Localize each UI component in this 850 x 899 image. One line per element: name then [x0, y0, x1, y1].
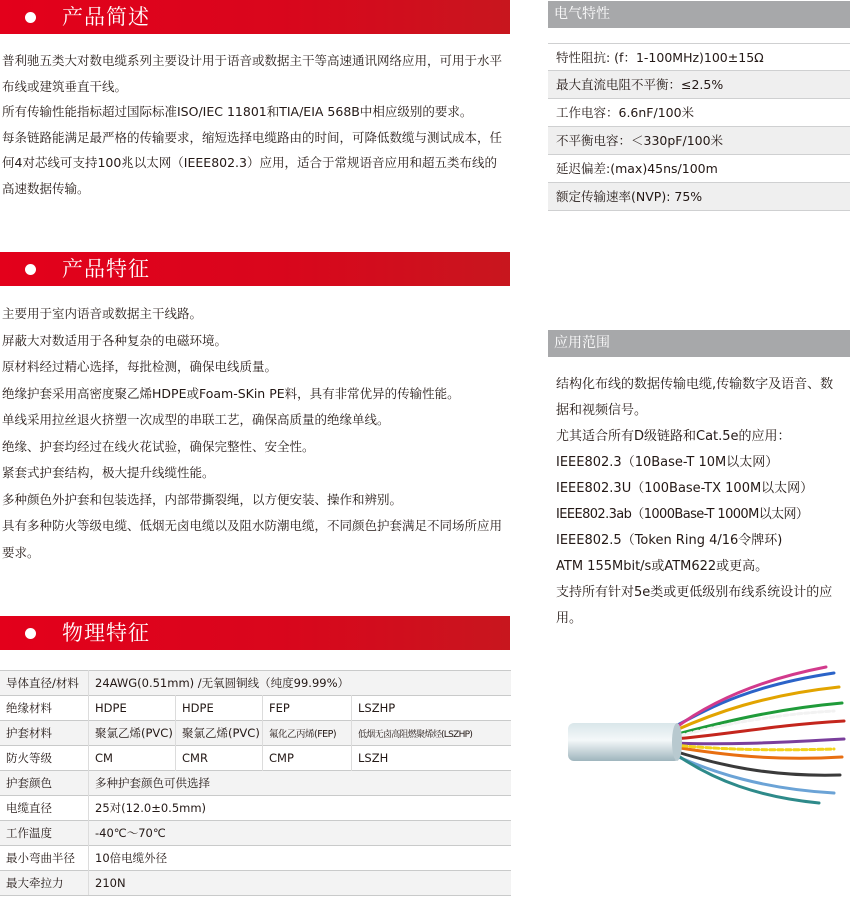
feature-item: 主要用于室内语音或数据主干线路。	[2, 306, 203, 321]
table-row	[0, 796, 511, 821]
row-label: 最大牵拉力	[0, 871, 89, 896]
application-line: IEEE802.3U（100Base-TX 100M以太网）	[556, 481, 814, 496]
feature-item: 具有多种防火等级电缆、低烟无卤电缆以及阻水防潮电缆，不同颜色护套满足不同场所应用要求。	[2, 518, 503, 560]
table-cell: LSZH	[352, 746, 512, 771]
feature-item: 屏蔽大对数适用于各种复杂的电磁环境。	[2, 332, 228, 348]
table-cell: 25对(12.0±0.5mm)	[89, 796, 512, 821]
row-label: 最小弯曲半径	[0, 846, 89, 871]
application-header: 应用范围	[548, 330, 850, 357]
table-cell: CM	[89, 746, 176, 771]
table-row	[0, 696, 511, 721]
row-label: 电缆直径	[0, 796, 89, 821]
physical-table	[0, 670, 511, 896]
table-cell: 聚氯乙烯(PVC)	[176, 721, 263, 746]
overview-title: 产品简述	[62, 5, 150, 29]
table-cell: 多种护套颜色可供选择	[89, 771, 512, 796]
table-cell: 氟化乙丙烯(FEP)	[263, 721, 352, 746]
row-label: 防火等级	[0, 746, 89, 771]
table-cell: 聚氯乙烯(PVC)	[89, 721, 176, 746]
features-header	[0, 252, 510, 286]
bullet-dot-icon	[25, 264, 36, 275]
electrical-item: 最大直流电阻不平衡：≤2.5%	[548, 71, 850, 99]
electrical-item: 额定传输速率(NVP): 75%	[548, 183, 850, 211]
application-line: IEEE802.3（10Base-T 10M以太网）	[556, 455, 779, 470]
feature-item: 绝缘、护套均经过在线火花试验，确保完整性、安全性。	[2, 438, 315, 454]
table-cell: -40℃～70℃	[89, 821, 512, 846]
electrical-item: 工作电容：6.6nF/100米	[548, 99, 850, 127]
cable-jacket	[568, 723, 680, 761]
table-row	[0, 746, 511, 771]
feature-item: 多种颜色外护套和包装选择，内部带撕裂绳，以方便安装、操作和辨别。	[2, 491, 403, 507]
overview-paragraph: 所有传输性能指标超过国际标准ISO/IEC 11801和TIA/EIA 568B中相应级别的要求。	[2, 104, 473, 119]
row-label: 工作温度	[0, 821, 89, 846]
electrical-item: 不平衡电容：＜330pF/100米	[548, 127, 850, 155]
feature-item: 绝缘护套采用高密度聚乙烯HDPE或Foam-SKin PE料，具有非常优异的传输性能。	[2, 385, 460, 401]
table-row	[0, 821, 511, 846]
application-line: IEEE802.3ab（1000Base-T 1000M以太网）	[556, 507, 809, 522]
physical-header	[0, 616, 510, 650]
application-line: IEEE802.5（Token Ring 4/16令牌环)	[556, 533, 783, 548]
table-cell: CMP	[263, 746, 352, 771]
application-line: ATM 155Mbit/s或ATM622或更高。	[556, 559, 769, 574]
table-cell: 10倍电缆外径	[89, 846, 512, 871]
overview-header	[0, 0, 510, 34]
overview-paragraph: 每条链路能满足最严格的传输要求，缩短选择电缆路由的时间，可降低数缆与测试成本，任何4对芯线可支持100兆以太网（IEEE802.3）应用，适合于常规语音应用和超五类布线的高速数据传输。	[2, 129, 503, 196]
application-line: 尤其适合所有D级链路和Cat.5e的应用：	[556, 429, 791, 444]
bullet-dot-icon	[25, 628, 36, 639]
table-row	[0, 671, 511, 696]
overview-paragraph: 普利驰五类大对数电缆系列主要设计用于语音或数据主干等高速通讯网络应用，可用于水平布线或建筑垂直干线。	[2, 53, 503, 94]
application-line: 结构化布线的数据传输电缆,传输数字及语音、数据和视频信号。	[556, 377, 834, 418]
table-row	[0, 871, 511, 896]
features-title: 产品特征	[62, 257, 150, 281]
table-cell: HDPE	[89, 696, 176, 721]
electrical-header: 电气特性	[548, 1, 850, 28]
feature-item: 单线采用拉丝退火挤塑一次成型的串联工艺，确保高质量的绝缘单线。	[2, 412, 390, 427]
electrical-item: 特性阻抗: (f：1-100MHz)100±15Ω	[548, 43, 850, 71]
overview-text	[2, 48, 504, 201]
table-cell: HDPE	[176, 696, 263, 721]
feature-item: 原材料经过精心选择，每批检测，确保电线质量。	[2, 359, 278, 374]
electrical-item: 延迟偏差:(max)45ns/100m	[548, 155, 850, 183]
row-label: 护套颜色	[0, 771, 89, 796]
row-label: 导体直径/材料	[0, 671, 89, 696]
bullet-dot-icon	[25, 12, 36, 23]
row-label: 护套材料	[0, 721, 89, 746]
application-line: 支持所有针对5e类或更低级别布线系统设计的应用。	[556, 585, 833, 626]
table-cell: 210N	[89, 871, 512, 896]
physical-title: 物理特征	[62, 621, 150, 645]
table-cell: LSZHP	[352, 696, 512, 721]
row-label: 绝缘材料	[0, 696, 89, 721]
electrical-list	[548, 43, 850, 211]
application-list	[556, 372, 846, 632]
cable-end	[672, 723, 682, 761]
table-cell: 24AWG(0.51mm) /无氧圆铜线（纯度99.99%）	[89, 671, 512, 696]
table-row	[0, 846, 511, 871]
table-cell: CMR	[176, 746, 263, 771]
cable-illustration	[564, 665, 848, 805]
table-cell: 低烟无卤高阻燃聚烯烃(LSZHP)	[352, 721, 512, 746]
feature-item: 紧套式护套结构，极大提升线缆性能。	[2, 465, 215, 480]
table-cell: FEP	[263, 696, 352, 721]
features-list	[2, 301, 504, 566]
wire-bundle	[674, 667, 844, 803]
table-row	[0, 721, 511, 746]
table-row	[0, 771, 511, 796]
